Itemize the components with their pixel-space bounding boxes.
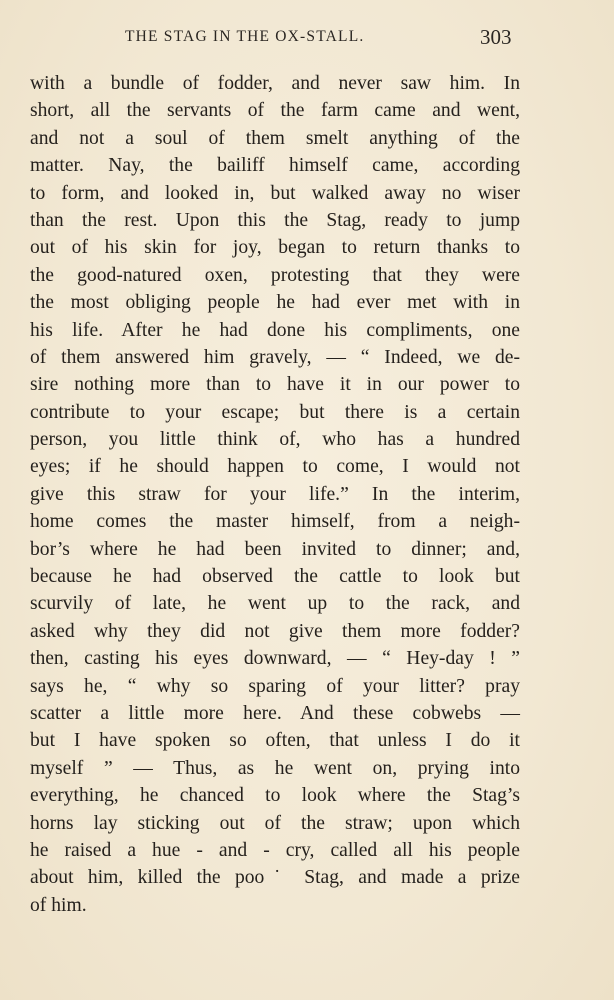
text-line: of them answered him gravely, — “ Indeed, we de- — [30, 346, 520, 368]
text-line: and not a soul of them smelt anything of the — [30, 127, 520, 149]
text-line: horns lay sticking out of the straw; upon which — [30, 812, 520, 834]
text-line: matter. Nay, the bailiff himself came, according — [30, 155, 520, 177]
text-line: then, casting his eyes downward, — “ Hey-day ! ” — [30, 648, 520, 670]
text-line: says he, “ why so sparing of your litter? pray — [30, 675, 520, 697]
text-line: his life. After he had done his compliments, one — [30, 319, 520, 341]
running-head: THE STAG IN THE OX-STALL. — [125, 28, 365, 45]
page-number: 303 — [480, 25, 512, 49]
text-line: to form, and looked in, but walked away no wiser — [30, 182, 520, 204]
text-line: scatter a little more here. And these cobwebs — — [30, 702, 520, 724]
text-line: myself ” — Thus, as he went on, prying into — [30, 757, 520, 779]
text-line: but I have spoken so often, that unless I do it — [30, 730, 520, 752]
text-line: out of his skin for joy, began to return thanks to — [30, 237, 520, 259]
text-line: with a bundle of fodder, and never saw him. In — [30, 73, 520, 94]
text-line: than the rest. Upon this the Stag, ready to jump — [30, 209, 520, 231]
text-line: give this straw for your life.” In the interim, — [30, 483, 520, 505]
body-text — [30, 70, 520, 919]
text-line: asked why they did not give them more fodder? — [30, 620, 520, 642]
text-line-final: of him. — [30, 894, 87, 916]
text-line: bor’s where he had been invited to dinner; and, — [30, 538, 520, 560]
page-header — [0, 26, 614, 52]
text-line: eyes; if he should happen to come, I would not — [30, 456, 520, 478]
text-line: the most obliging people he had ever met with in — [30, 292, 520, 314]
text-line: sire nothing more than to have it in our power to — [30, 374, 520, 396]
text-line: person, you little think of, who has a hundred — [30, 429, 520, 451]
text-line: the good-natured oxen, protesting that they were — [30, 264, 520, 286]
text-line: everything, he chanced to look where the Stag’s — [30, 785, 520, 807]
text-line: contribute to your escape; but there is a certain — [30, 401, 520, 423]
text-line: he raised a hue - and - cry, called all his people — [30, 839, 520, 861]
text-line: scurvily of late, he went up to the rack, and — [30, 593, 520, 615]
text-line: short, all the servants of the farm came and went, — [30, 100, 520, 122]
text-line: about him, killed the poo˙ Stag, and made a prize — [30, 867, 520, 889]
text-line: because he had observed the cattle to look but — [30, 566, 520, 588]
text-line: home comes the master himself, from a neigh- — [30, 511, 520, 533]
